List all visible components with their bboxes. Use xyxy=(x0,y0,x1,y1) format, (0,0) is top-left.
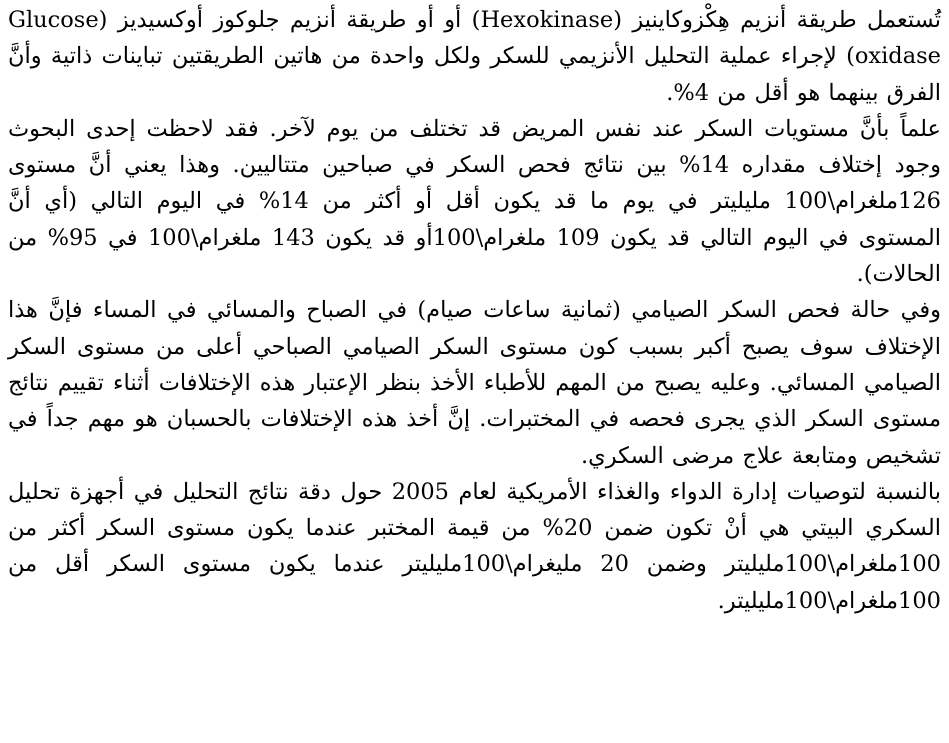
paragraph-enzymatic-methods: تُستعمل طريقة أنزيم هِكْزوكاينيز (Hexokinase) أو أو طريقة أنزيم جلوكوز أوكسيديز (Glucose oxidase) لإجراء عملية التحليل الأنزيمي للسكر ولكل واحدة من هاتين الطريقتين تباينات ذاتية وأنَّ الفرق بينهما هو أقل من 4%. xyxy=(8,7,941,106)
paragraph-fda-recommendations: بالنسبة لتوصيات إدارة الدواء والغذاء الأمريكية لعام 2005 حول دقة نتائج التحليل في أجهزة تحليل السكري البيتي هي أنْ تكون ضمن 20% من قيمة المختبر عندما يكون مستوى السكر أكثر من 100ملغرام\100مليليتر وضمن 20 مليغرام\100مليليتر عندما يكون مستوى السكر أقل من 100ملغرام\100مليليتر. xyxy=(8,478,942,614)
paragraph-fasting-variation: وفي حالة فحص السكر الصيامي (ثمانية ساعات صيام) في الصباح والمسائي في المساء فإنَّ هذا الإختلاف سوف يصبح أكبر بسبب كون مستوى السكر الصيامي الصباحي أعلى من مستوى السكر الصيامي المسائي. وعليه يصبح من المهم للأطباء الأخذ بنظر الإعتبار هذه الإختلافات أثناء تقييم نتائج مستوى السكر الذي يجرى فحصه في المختبرات. إنَّ أخذ هذه الإختلافات بالحسبان هو مهم جداً في تشخيص ومتابعة علاج مرضى السكري. xyxy=(8,297,941,469)
paragraph-daily-variation: علماً بأنَّ مستويات السكر عند نفس المريض قد تختلف من يوم لآخر. فقد لاحظت إحدى البحوث وجود إختلاف مقداره 14% بين نتائج فحص السكر في صباحين متتاليين. وهذا يعني أنَّ مستوى 126ملغرام\100 مليليتر في يوم ما قد يكون أقل أو أكثر من 14% في اليوم التالي (أي أنَّ المستوى في اليوم التالي قد يكون 109 ملغرام\100أو قد يكون 143 ملغرام\100 في 95% من الحالات). xyxy=(8,115,941,288)
